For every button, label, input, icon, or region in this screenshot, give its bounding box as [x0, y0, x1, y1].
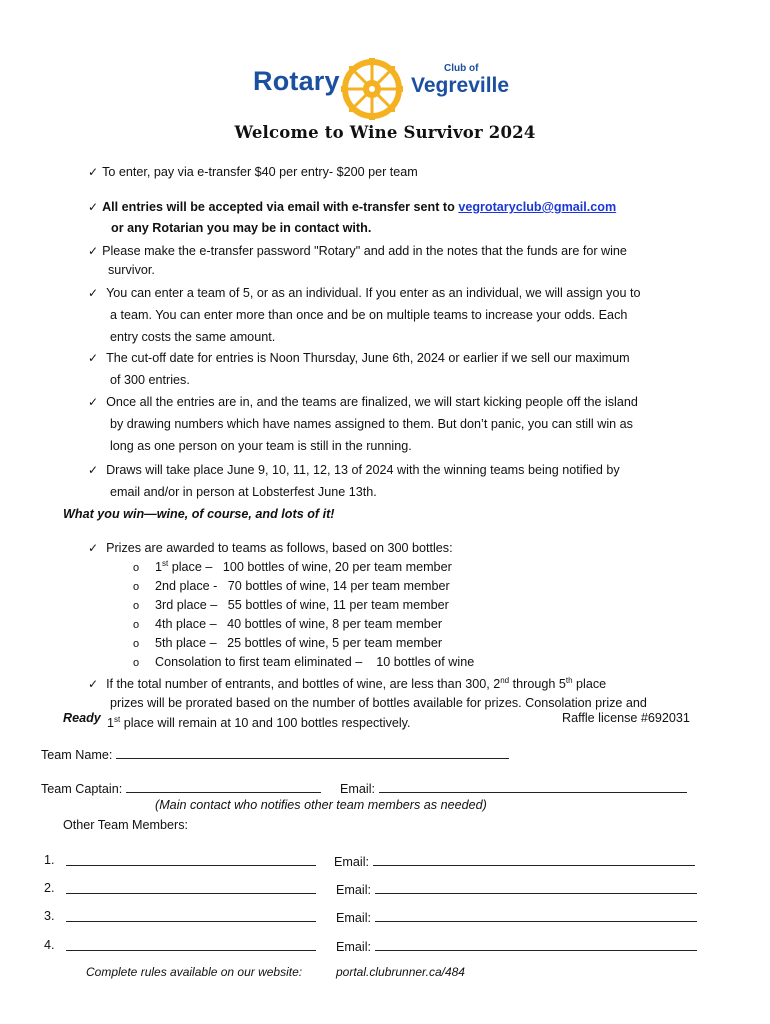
- raffle-license: Raffle license #692031: [562, 711, 690, 725]
- checkmark-icon: ✓: [88, 286, 99, 300]
- rule-team-size-cont-2: entry costs the same amount.: [110, 330, 276, 344]
- member-name-field[interactable]: [66, 853, 316, 866]
- member-email-field[interactable]: [375, 909, 697, 922]
- member-email-row: [336, 909, 697, 925]
- prize-consolation: o Consolation to first team eliminated – 10 bottles of wine: [133, 655, 475, 669]
- checkmark-icon: ✓: [88, 463, 99, 477]
- checkmark-icon: ✓: [88, 165, 99, 179]
- prize-4th: o 4th place – 40 bottles of wine, 8 per team member: [133, 617, 443, 631]
- checkmark-icon: ✓: [88, 395, 99, 409]
- main-contact-note: (Main contact who notifies other team members as needed): [155, 798, 487, 812]
- rule-team-size-cont-1: a team. You can enter more than once and be on multiple teams to increase your odds. Each: [110, 308, 628, 322]
- logo-rotary-text: Rotary: [253, 66, 340, 96]
- member-number: 4.: [44, 938, 55, 952]
- member-name-field[interactable]: [66, 881, 316, 894]
- rule-password-cont: survivor.: [108, 263, 155, 277]
- bullet-o-icon: o: [133, 562, 140, 574]
- ready-label: Ready: [63, 711, 101, 725]
- member-row: [44, 909, 55, 923]
- member-number: 3.: [44, 909, 55, 923]
- member-number: 1.: [44, 853, 55, 867]
- checkmark-icon: ✓: [88, 200, 99, 214]
- member-email-label: Email:: [336, 883, 371, 897]
- member-email-label: Email:: [334, 855, 369, 869]
- member-email-label: Email:: [336, 911, 371, 925]
- bullet-o-icon: o: [133, 600, 140, 612]
- rule-cutoff: ✓ The cut-off date for entries is Noon Thursday, June 6th, 2024 or earlier if we sell our maximum: [88, 351, 630, 365]
- checkmark-icon: ✓: [88, 244, 99, 258]
- prize-1st: o 1st place – 100 bottles of wine, 20 per team member: [133, 558, 452, 574]
- rule-password: ✓ Please make the e-transfer password "Rotary" and add in the notes that the funds are for wine: [88, 244, 627, 258]
- checkmark-icon: ✓: [88, 677, 99, 691]
- bullet-o-icon: o: [133, 657, 140, 669]
- rule-email-entries: ✓ All entries will be accepted via email with e-transfer sent to vegrotaryclub@gmail.com: [88, 200, 617, 214]
- prizes-intro: ✓ Prizes are awarded to teams as follows, based on 300 bottles:: [88, 541, 453, 555]
- captain-email-field[interactable]: [379, 780, 687, 793]
- rule-elimination-cont-1: by drawing numbers which have names assigned to them. But don’t panic, you can still win as: [110, 417, 633, 431]
- member-number: 2.: [44, 881, 55, 895]
- captain-email-label: Email:: [340, 782, 375, 796]
- member-email-row: [334, 853, 695, 869]
- team-name-field[interactable]: [116, 746, 509, 759]
- checkmark-icon: ✓: [88, 351, 99, 365]
- member-name-wrap: [66, 909, 316, 925]
- captain-email-row: [340, 780, 687, 796]
- member-name-wrap: [66, 938, 316, 954]
- member-email-field[interactable]: [373, 853, 695, 866]
- bullet-o-icon: o: [133, 581, 140, 593]
- rule-elimination: ✓ Once all the entries are in, and the teams are finalized, we will start kicking people off the island: [88, 395, 638, 409]
- rule-team-size: ✓ You can enter a team of 5, or as an individual. If you enter as an individual, we will assign you to: [88, 286, 641, 300]
- member-name-wrap: [66, 881, 316, 897]
- rule-cutoff-cont: of 300 entries.: [110, 373, 190, 387]
- what-you-win-heading: What you win—wine, of course, and lots of it!: [63, 507, 335, 521]
- rule-proration-cont-1: prizes will be prorated based on the number of bottles available for prizes. Consolation prize and: [110, 696, 647, 710]
- prize-2nd: o 2nd place - 70 bottles of wine, 14 per team member: [133, 579, 450, 593]
- member-name-field[interactable]: [66, 909, 316, 922]
- rotary-wheel-icon: [341, 58, 403, 120]
- member-email-row: [336, 938, 697, 954]
- member-row: [44, 881, 55, 895]
- rule-draw-dates: ✓ Draws will take place June 9, 10, 11, 12, 13 of 2024 with the winning teams being notified by: [88, 463, 620, 477]
- team-name-row: [41, 746, 509, 762]
- contact-email-link[interactable]: vegrotaryclub@gmail.com: [458, 200, 617, 214]
- rule-proration-cont-2: 1st place will remain at 10 and 100 bottles respectively.: [107, 714, 411, 730]
- rule-draw-dates-cont: email and/or in person at Lobsterfest June 13th.: [110, 485, 377, 499]
- logo-town-text: Vegreville: [411, 74, 510, 97]
- member-name-wrap: [66, 853, 316, 869]
- rule-entry-fee: ✓ To enter, pay via e-transfer $40 per entry- $200 per team: [88, 165, 418, 179]
- bullet-o-icon: o: [133, 619, 140, 631]
- member-name-field[interactable]: [66, 938, 316, 951]
- member-email-label: Email:: [336, 940, 371, 954]
- member-row: [44, 853, 55, 867]
- prize-3rd: o 3rd place – 55 bottles of wine, 11 per team member: [133, 598, 449, 612]
- rules-website-url[interactable]: portal.clubrunner.ca/484: [336, 965, 465, 979]
- member-email-row: [336, 881, 697, 897]
- member-email-field[interactable]: [375, 938, 697, 951]
- member-email-field[interactable]: [375, 881, 697, 894]
- page-title: Welcome to Wine Survivor 2024: [234, 123, 536, 142]
- team-captain-field[interactable]: [126, 780, 321, 793]
- rule-email-entries-cont: or any Rotarian you may be in contact with.: [111, 221, 372, 235]
- bullet-o-icon: o: [133, 638, 140, 650]
- rules-website-note: Complete rules available on our website:: [86, 965, 303, 979]
- prize-5th: o 5th place – 25 bottles of wine, 5 per team member: [133, 636, 443, 650]
- team-captain-label: Team Captain:: [41, 782, 123, 796]
- team-name-label: Team Name:: [41, 748, 113, 762]
- rule-proration: ✓ If the total number of entrants, and bottles of wine, are less than 300, 2nd through 5th place: [88, 675, 607, 691]
- other-members-label: Other Team Members:: [63, 818, 189, 832]
- checkmark-icon: ✓: [88, 541, 99, 555]
- team-captain-row: [41, 780, 321, 796]
- member-row: [44, 938, 55, 952]
- logo-club-of-text: Club of: [444, 63, 479, 74]
- rule-elimination-cont-2: long as one person on your team is still in the running.: [110, 439, 412, 453]
